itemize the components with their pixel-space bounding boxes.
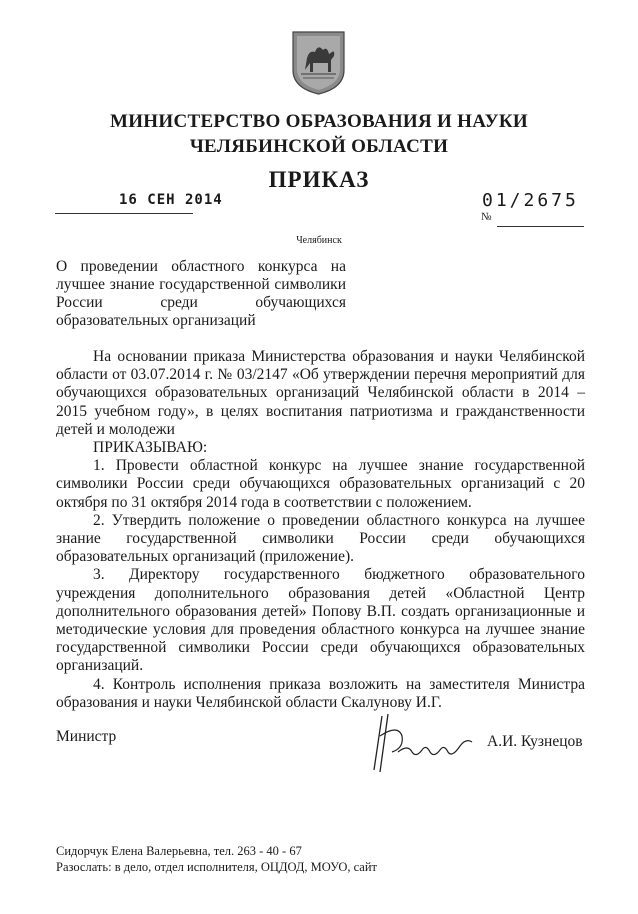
number-sign: № xyxy=(481,211,492,223)
subject-line: образовательных организаций xyxy=(56,312,256,329)
coat-of-arms-emblem xyxy=(291,30,346,96)
order-number: 01/2675 xyxy=(482,190,579,211)
executor-contact: Сидорчук Елена Валерьевна, тел. 263 - 40 - 67 xyxy=(56,844,302,858)
subject-line: О проведении областного конкурса на xyxy=(56,258,346,275)
signatory-position: Министр xyxy=(56,728,117,745)
handwritten-signature xyxy=(368,706,478,778)
city-label: Челябинск xyxy=(296,235,342,246)
order-item: 1. Провести областной конкурс на лучшее знание государственной символики России среди обучающихся образовательных организаций с 20 октября по 31 октября 2014 года в соответствии с положением. xyxy=(56,457,585,511)
signatory-name: А.И. Кузнецов xyxy=(487,733,583,750)
document-type-title: ПРИКАЗ xyxy=(268,167,370,192)
ministry-name-line2: ЧЕЛЯБИНСКОЙ ОБЛАСТИ xyxy=(189,136,449,157)
subject-line: лучшее знание государственной символики xyxy=(56,276,346,293)
order-word: ПРИКАЗЫВАЮ: xyxy=(93,439,208,457)
order-body xyxy=(56,348,585,712)
distribution-list: Разослать: в дело, отдел исполнителя, ОЦДОД, МОУО, сайт xyxy=(56,860,378,874)
subject-line: России среди обучающихся xyxy=(56,294,346,311)
number-underline xyxy=(497,226,584,227)
order-item: 2. Утвердить положение о проведении областного конкурса на лучшее знание государственной символики России среди обучающихся образовательных организаций (приложение). xyxy=(56,511,585,566)
order-subject xyxy=(56,258,346,330)
ministry-name-line1: МИНИСТЕРСТВО ОБРАЗОВАНИЯ И НАУКИ xyxy=(109,111,529,132)
footer-contact xyxy=(56,843,377,875)
date-underline xyxy=(55,213,193,214)
order-item: 4. Контроль исполнения приказа возложить на заместителя Министра образования и науки Челябинской области Скалунову И.Г. xyxy=(56,675,585,711)
preamble-paragraph: На основании приказа Министерства образования и науки Челябинской области от 03.07.2014 г. № 03/2147 «Об утверждении перечня мероприятий для обучающихся образовательных организаций Челябинской области в 2014 – 2015 учебном году», в целях воспитания патриотизма и гражданственности детей и молодежи xyxy=(56,348,585,438)
order-item: 3. Директору государственного бюджетного образовательного учреждения дополнительного образования детей «Областной Центр дополнительного образования детей» Попову В.П. создать организационные и методические условия для проведения областного конкурса на лучшее знание государственной символики России среди обучающихся образовательных организаций. xyxy=(56,566,585,675)
date-stamp: 16 СЕН 2014 xyxy=(119,192,223,208)
